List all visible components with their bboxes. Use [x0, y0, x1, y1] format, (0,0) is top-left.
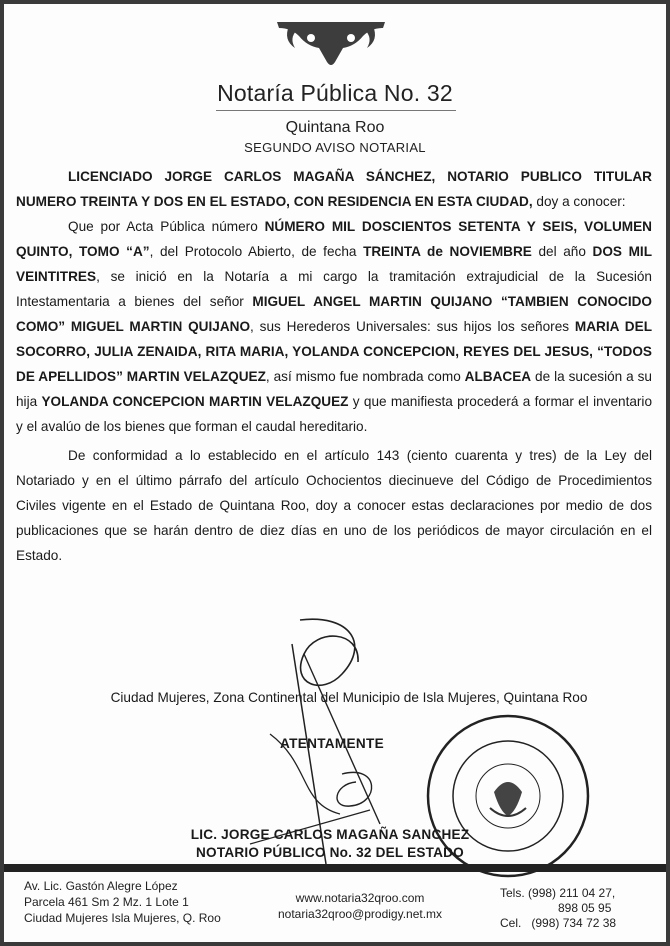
p1-text: , sus Herederos Universales: sus hijos los señores [250, 319, 575, 334]
p1-text: del año [531, 244, 593, 259]
paragraph-1 [16, 214, 652, 439]
p1-text: , así mismo fue nombrada como [265, 369, 465, 384]
signer-block [4, 826, 656, 862]
address-line: Ciudad Mujeres Isla Mujeres, Q. Roo [24, 911, 221, 925]
paragraph-2: De conformidad a lo establecido en el artículo 143 (ciento cuarenta y tres) de la Ley del Notariado y en el último párrafo del artículo Ochocientos diecinueve del Código de Procedimientos Civiles vigente en el Estado de Quintana Roo, doy a conocer estas declaraciones por medio de dos publicaciones que se harán dentro de diez días en uno de los periódicos de mayor circulación en el Estado. [16, 448, 652, 563]
p1-bold: MIGUEL ANGEL MARTIN QUIJANO “TAMBIEN CONOCIDO COMO” MIGUEL MARTIN QUIJANO [16, 294, 652, 334]
address-line: Av. Lic. Gastón Alegre López [24, 879, 178, 893]
footer-divider [4, 864, 666, 872]
footer-address [24, 878, 221, 926]
closing-word: ATENTAMENTE [280, 736, 384, 751]
title-divider [216, 110, 456, 111]
address-line: Parcela 461 Sm 2 Mz. 1 Lote 1 [24, 895, 189, 909]
p1-text: Que por Acta Pública número [68, 219, 265, 234]
cel-label: Cel. [500, 916, 522, 930]
p1-text: , del Protocolo Abierto, de fecha [149, 244, 364, 259]
intro-paragraph [16, 164, 652, 214]
notary-title: Notaría Pública No. 32 [217, 80, 453, 106]
document-page [4, 4, 666, 942]
notice-heading: SEGUNDO AVISO NOTARIAL [244, 140, 426, 155]
p1-bold: ALBACEA [464, 369, 532, 384]
p1-bold: NÚMERO MIL DOSCIENTOS SETENTA Y SEIS, VOLUMEN QUINTO, TOMO “A” [16, 219, 652, 259]
notary-logo-icon [275, 18, 387, 70]
intro-text: LICENCIADO JORGE CARLOS MAGAÑA SÁNCHEZ, NOTARIO PUBLICO TITULAR NUMERO TREINTA Y DOS EN EL ESTADO, CON RESIDENCIA EN ESTA CIUDAD, [16, 169, 652, 209]
p1-bold: MARIA DEL SOCORRO, JULIA ZENAIDA, RITA MARIA, YOLANDA CONCEPCION, REYES DEL JESUS, “TODOS DE APELLIDOS” MARTIN VELAZQUEZ [16, 319, 652, 384]
tel-label: Tels. [500, 886, 525, 900]
p1-text: , se inició en la Notaría a mi cargo la tramitación extrajudicial de la Sucesión Intestamentaria a bienes del señor [16, 269, 652, 309]
tel-number: (998) 211 04 27, [528, 886, 616, 900]
p1-bold: DOS MIL VEINTITRES [16, 244, 653, 284]
p1-bold: TREINTA de NOVIEMBRE [363, 244, 532, 259]
tel-number: 898 05 95 [558, 901, 612, 915]
footer-web [278, 890, 442, 922]
email-link[interactable]: notaria32qroo@prodigy.net.mx [278, 907, 443, 921]
signer-role: NOTARIO PÚBLICO No. 32 DEL ESTADO [196, 845, 464, 860]
notice-body [16, 164, 652, 568]
footer-phones [500, 886, 616, 931]
place-line: Ciudad Mujeres, Zona Continental del Municipio de Isla Mujeres, Quintana Roo [110, 690, 588, 705]
state-subtitle: Quintana Roo [285, 119, 385, 136]
cel-number: (998) 734 72 38 [531, 916, 617, 930]
intro-tail: doy a conocer: [532, 194, 626, 209]
website-link[interactable]: www.notaria32qroo.com [295, 891, 425, 905]
p1-text: de la sucesión a su hija [16, 369, 652, 409]
signer-name: LIC. JORGE CARLOS MAGAÑA SANCHEZ [190, 827, 470, 842]
p1-bold: YOLANDA CONCEPCION MARTIN VELAZQUEZ [41, 394, 349, 409]
p1-text: y que manifiesta procederá a formar el inventario y el avalúo de los bienes que forman el caudal hereditario. [16, 394, 653, 434]
